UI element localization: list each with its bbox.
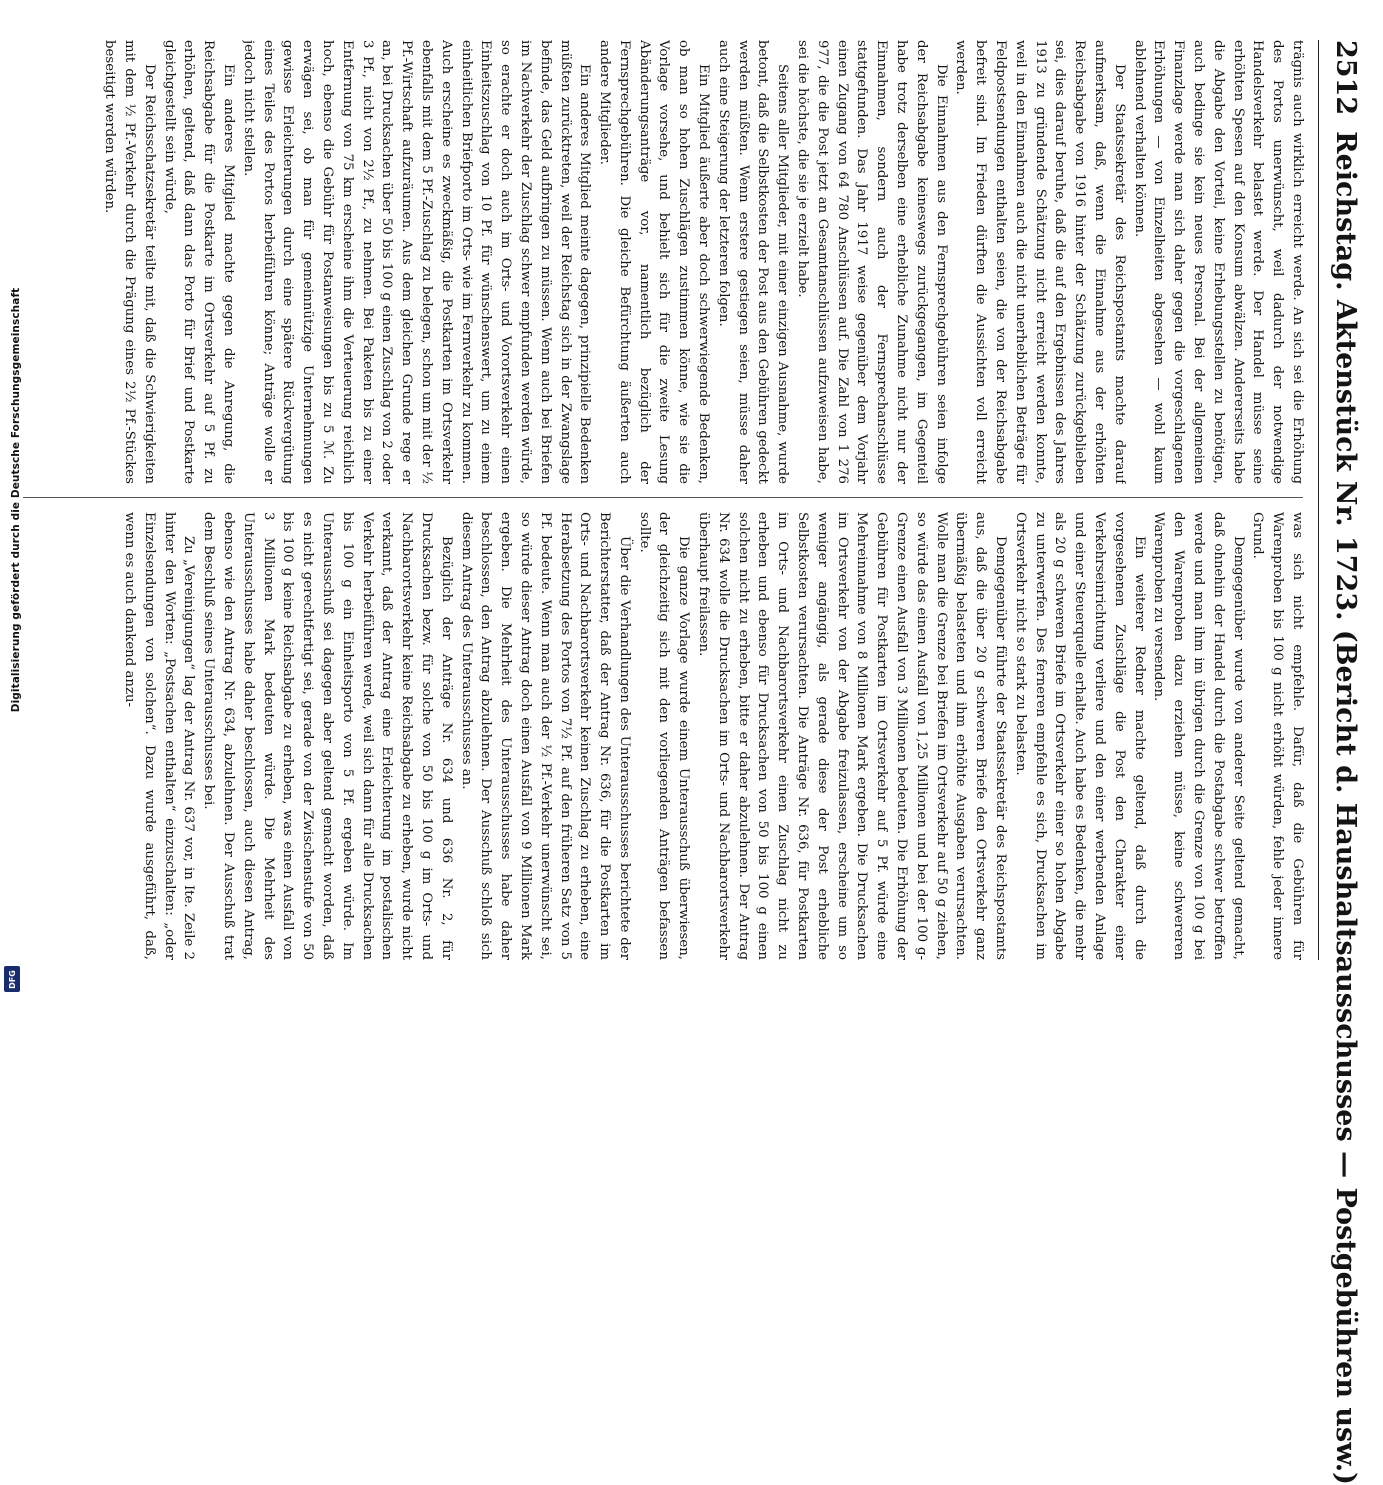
credit-text: Digitalisierung gefördert durch die Deutsche Forschungsgemeinschaft [10,287,22,713]
paragraph: Der Staatssekretär des Reichspostamts machte darauf aufmerksam, daß, wenn die Einnahme aus der erhöhten Reichsabgabe von 1916 hinter der Schätzung zurückgeblieben sei, dies darauf beruhe, daß die auf den Ergebnissen des Jahres 1913 zu gründende Schätzung nicht erreicht werden konnte, weil in den Einnahmen auch die nicht unerheblichen Beträge für Feldpostsendungen enthalten seien, die von der Reichsabgabe befreit sind. Im Frieden dürften die Aussichten voll erreicht werden. [953,40,1127,484]
paragraph: Ein weiterer Redner machte geltend, daß durch die vorgesehenen Zuschläge die Post den Charakter einer Verkehrseinrichtung verliere und den einer werbenden Anlage und einer Steuerquelle erhalte. Auch habe es Bedenken, die mehr als 20 g schweren Briefe im Ortsverkehr einer so hohen Abgabe zu unterwerfen. Des ferneren empfehle es sich, Drucksachen im Ortsverkehr nicht so stark zu belasten. [1012,512,1147,960]
paragraph: Ein anderes Mitglied meinte dagegen, prinzipielle Bedenken müßten zurücktreten, weil der Reichstag sich in der Zwangslage befinde, das Geld aufbringen zu müssen. Wenn auch bei Briefen im Nachverkehr der Zuschlag schwer empfunden werden würde, so erachte er doch auch im Orts- und Vorortsverkehr einen Einheitszuschlag von 10 Pf. für wünschenswert, um zu einem einheitlichen Briefporto im Orts- wie im Fernverkehr zu kommen. Auch erscheine es zweckmäßig, die Postkarten im Ortsverkehr ebenfalls mit dem 5 Pf.-Zuschlag zu belegen, schon um mit der ½ Pf.-Wirtschaft aufzuräumen. Aus dem gleichen Grunde rege er an, bei Drucksachen über 50 bis 100 g einen Zuschlag von 2 oder 3 Pf., nicht von 2½ Pf., zu nehmen. Bei Paketen bis zu einer Entfernung von 75 km erscheine ihm die Verteuerung reichlich hoch, ebenso die Gebühr für Postanweisungen bis zu 5 ℳ. Zu erwägen sei, ob man für gemeinnützige Unternehmungen gewisse Erleichterungen durch eine spätere Rückvergütung eines Teiles des Portos herbeiführen könne; Anträge wolle er jedoch nicht stellen. [240,40,593,484]
page-header [1318,40,1373,1485]
paragraph: Seitens aller Mitglieder, mit einer einzigen Ausnahme, wurde betont, daß die Selbstkosten der Post aus den Gebühren gedeckt werden müßten. Wenn erstere gestiegen seien, müsse daher auch eine Steigerung der letzteren folgen. [715,40,791,484]
page-title: Reichstag. Aktenstück Nr. 1723. (Bericht d. Haushaltsausschusses — Postgebühren usw.) [1330,131,1362,1485]
column-divider [23,497,1303,498]
paragraph: Ein anderes Mitglied machte gegen die Anregung, die Reichsabgabe für die Postkarte im Ortsverkehr auf 5 Pf. zu erhöhen, geltend, daß dann das Porto für Brief und Postkarte gleichgestellt sein würde, [161,40,236,484]
paragraph: trägnis auch wirklich erreicht werde. An sich sei die Erhöhung des Portos unerwünscht, weil dadurch der notwendige Handelsverkehr belastet werde. Der Handel müsse seine erhöhten Spesen auf den Konsum abwälzen. Andererseits habe die Abgabe den Vorteil, keine Erhebungsstellen zu benötigen, auch bedinge sie kein neues Personal. Bei der allgemeinen Finanzlage werde man sich daher gegen die vorgeschlagenen Erhöhungen — von Einzelheiten abgesehen — wohl kaum ablehnend verhalten können. [1131,40,1305,484]
dfg-logo-icon [4,966,20,992]
paragraph: Der Reichsschatzsekretär teilte mit, daß die Schwierigkeiten mit dem ½ Pf.-Verkehr durch die Prägung eines 2½ Pf.-Stückes beseitigt werden würden. [102,40,157,484]
paragraph: Demgegenüber führte der Staatssekretär des Reichspostamts aus, daß die über 20 g schweren Briefe den Ortsverkehr ganz übermäßig belasteten und ihm erhöhte Ausgaben verursachten. Wolle man die Grenze bei Briefen im Ortsverkehr auf 50 g ziehen, so würde das einen Ausfall von 1,25 Millionen und bei der 100 g-Grenze einen Ausfall von 3 Millionen bedeuten. Die Erhöhung der Gebühren für Postkarten im Ortsverkehr auf 5 Pf. würde eine Mehreinnahme von 8 Millionen Mark ergeben. Die Drucksachen im Ortsverkehr von der Abgabe freizulassen, erscheine um so weniger angängig, als gerade diese der Post erhebliche Selbstkosten verursachten. Die Anträge Nr. 636, für Postkarten im Orts- und Nachbarortsverkehr einen Zuschlag nicht zu erheben und ebenso für Drucksachen von 50 bis 100 g einen solchen nicht zu erheben, bitte er daher abzulehnen. Der Antrag Nr. 634 wolle die Drucksachen im Orts- und Nachbarortsverkehr überhaupt freilassen. [696,512,1009,960]
paragraph: was sich nicht empfehle. Dafür, daß die Gebühren für Warenproben bis 100 g nicht erhöht würden, fehle jeder innere Grund. [1250,512,1305,960]
paragraph: Demgegenüber wurde von anderer Seite geltend gemacht, daß ohnehin der Handel durch die Postabgabe schwer betroffen werde und man ihm im übrigen durch die Grenze von 100 g bei den Warenproben dazu erziehen müsse, keine schwereren Warenproben zu versenden. [1151,512,1246,960]
page-number: 2512 [1330,40,1362,116]
paragraph: Ein Mitglied äußerte aber doch schwerwiegende Bedenken, ob man so hohen Zuschlägen zustimmen könne, wie sie die Vorlage vorsehe, und behielt sich für die zweite Lesung Abänderungsanträge vor, namentlich bezüglich der Fernsprechgebühren. Die gleiche Befürchtung äußerten auch andere Mitglieder. [597,40,712,484]
paragraph: Über die Verhandlungen des Unterausschusses berichtete der Berichterstatter, daß der Antrag Nr. 636, für die Postkarten im Orts- und Nachbarortsverkehr keinen Zuschlag zu erheben, eine Herabsetzung des Portos von 7½ Pf. auf den früheren Satz von 5 Pf. bedeute. Wenn man auch der ½ Pf.-Verkehr unerwünscht sei, so würde dieser Antrag doch einen Ausfall von 9 Millionen Mark ergeben. Die Mehrheit des Unterausschusses habe daher beschlossen, den Antrag abzulehnen. Der Ausschuß schloß sich diesem Antrag des Unterausschusses an. [458,512,632,960]
logo-text: DFG [7,969,17,989]
text-column-left [17,40,1307,484]
text-column-right [17,512,1307,960]
paragraph: Bezüglich der Anträge Nr. 634 und 636 Nr. 2, für Drucksachen bezw. für solche von 50 bis 100 g im Orts- und Nachbarortsverkehr keine Reichsabgabe zu erheben, wurde nicht verkannt, daß der Antrag eine Erleichterung im postalischen Verkehr herbeiführen werde, weil sich dann für alle Drucksachen bis 100 g ein Einheitsporto von 5 Pf. ergeben würde. Im Unterausschuß sei dagegen aber geltend gemacht worden, daß es nicht gerechtfertigt sei, gerade von der Zwischenstufe von 50 bis 100 g keine Reichsabgabe zu erheben, was einen Ausfall von 3 Millionen Mark bedeuten würde. Die Mehrheit des Unterausschusses habe daher beschlossen, auch diesen Antrag, ebenso wie den Antrag Nr. 634, abzulehnen. Der Ausschuß trat dem Beschluß seines Unterausschusses bei. [201,512,454,960]
paragraph: Zu „Vereinigungen“ lag der Antrag Nr. 637 vor, in Ite. Zeile 2 hinter den Worten: „Postsachen enthalten“ einzuschalten: „oder Einzelsendungen von solchen“. Dazu wurde ausgeführt, daß, wenn es auch dankend anzu- [121,512,197,960]
paragraph: Die Einnahmen aus den Fernsprechgebühren seien infolge der Reichsabgabe keineswegs zurückgegangen, im Gegenteil habe trotz derselben eine erhebliche Zunahme nicht nur der Einnahmen, sondern auch der Fernsprechanschlüsse stattgefunden. Das Jahr 1917 weise gegenüber dem Vorjahr einen Zugang von 64 780 Anschlüssen auf. Die Zahl von 1 276 977, die die Post jetzt an Gesamtanschlüssen aufzuweisen habe, sei die höchste, die sie je erzielt habe. [795,40,949,484]
paragraph: Die ganze Vorlage wurde einem Unterausschuß überwiesen, der gleichzeitig sich mit den vorliegenden Anträgen befassen sollte. [636,512,692,960]
digitization-credit [6,0,26,1000]
